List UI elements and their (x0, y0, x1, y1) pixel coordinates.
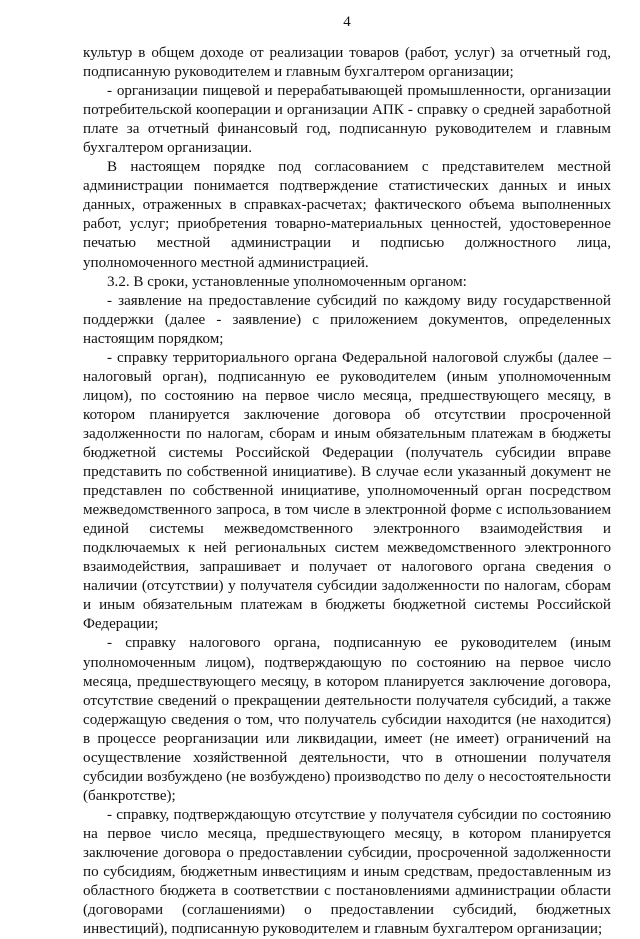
paragraph-tax-authority-certificate: - справку налогового органа, подписанную ее руководителем (иным уполномоченным лицом), подтверждающую по состоянию на первое число месяца, предшествующего месяцу, в котором планируется заключение договора, отсутствие сведений о прекращении деятельности получателя субсидий, а также содержащую сведения о том, что получатель субсидии находится (не находится) в процессе реорганизации или ликвидации, имеет (не имеет) ограничений на осуществление хозяйственной деятельности, что в отношении получателя субсидии возбуждено (не возбуждено) производство по делу о несостоятельности (банкротстве); (83, 635, 611, 804)
paragraph-no-arrears-certificate: - справку, подтверждающую отсутствие у получателя субсидии по состоянию на первое число месяца, предшествующего месяцу, в котором планируется заключение договора о предоставлении субсидии, просроченной задолженности по субсидиям, бюджетным инвестициям и иным средствам, предоставленным из областного бюджета в соответствии с постановлениями администрации области (договорами (соглашениями) о предоставлении субсидий, бюджетных инвестиций), подписанную руководителем и главным бухгалтером организации; (83, 806, 611, 938)
paragraph-section-3-2: 3.2. В сроки, установленные уполномоченным органом: (107, 273, 467, 290)
paragraph-application: - заявление на предоставление субсидий по каждому виду государственной поддержки (далее - заявление) с приложением документов, определенных настоящим порядком; (83, 292, 611, 347)
paragraph-tax-certificate: - справку территориального органа Федеральной налоговой службы (далее – налоговый орган), подписанную ее руководителем (иным уполномоченным лицом), по состоянию на первое число месяца, предшествующего месяцу, в котором планируется заключение договора об отсутствии просроченной задолженности по налогам, сборам и иным обязательным платежам в бюджеты бюджетной системы Российской Федерации (получатель субсидии вправе представить по собственной инициативе). В случае если указанный документ не представлен по собственной инициативе, уполномоченный орган посредством межведомственного запроса, в том числе в электронной форме с использованием единой системы межведомственного электронного взаимодействия и подключаемых к ней региональных систем межведомственного электронного взаимодействия, запрашивает и получает от налогового органа сведения о наличии (отсутствии) у получателя субсидии задолженности по налогам, сборам и иным обязательным платежам в бюджеты бюджетной системы Российской Федерации; (83, 349, 611, 633)
paragraph-food-industry: - организации пищевой и перерабатывающей промышленности, организации потребительской кооперации и организации АПК - справку о средней заработной плате за отчетный финансовый год, подписанную руководителем и главным бухгалтером организации. (83, 83, 611, 157)
paragraph-continuation: культур в общем доходе от реализации товаров (работ, услуг) за отчетный год, подписанную руководителем и главным бухгалтером организации; (83, 45, 611, 81)
document-page (83, 12, 611, 939)
paragraph-approval-definition: В настоящем порядке под согласованием с представителем местной администрации понимается подтверждение статистических данных и иных данных, отраженных в справках-расчетах; фактического объема выполненных работ, услуг; приобретения товарно-материальных ценностей, удостоверенное печатью местной администрации и подписью должностного лица, уполномоченного местной администрацией. (83, 159, 611, 271)
document-body (83, 44, 611, 939)
page-number: 4 (343, 14, 351, 30)
